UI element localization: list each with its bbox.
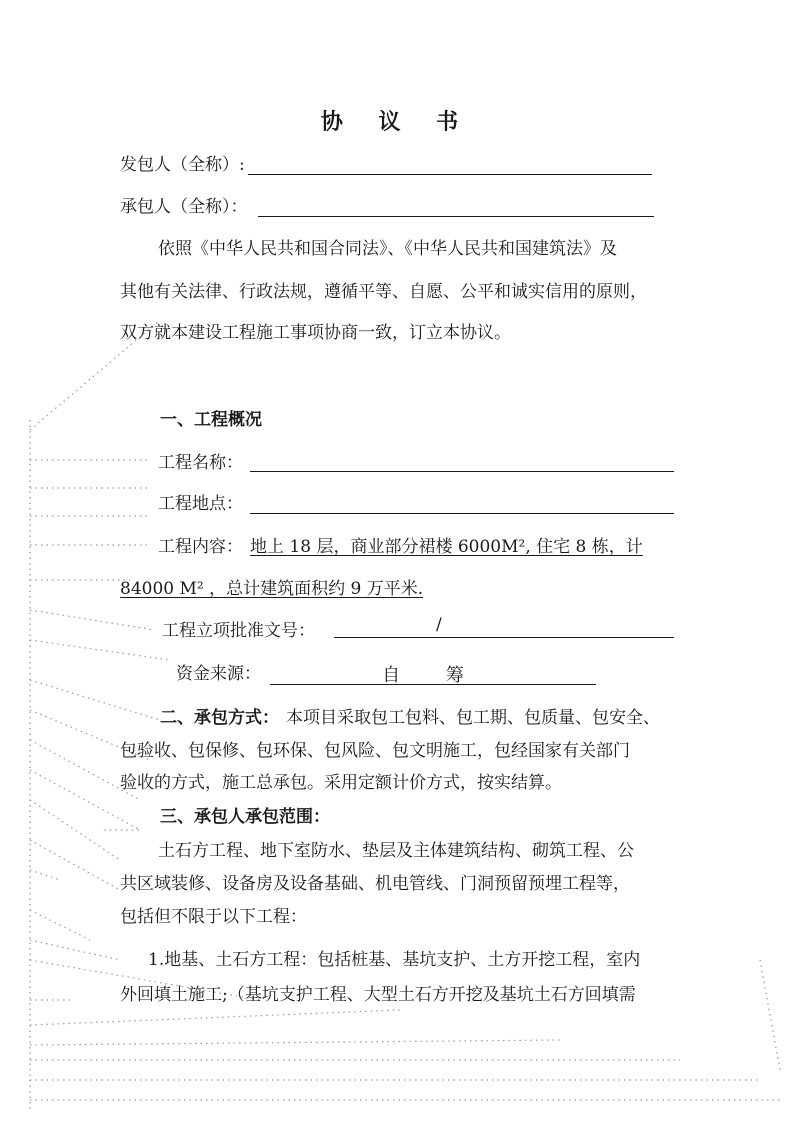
- approval-number-value: /: [436, 615, 442, 635]
- project-location-label: 工程地点：: [158, 494, 243, 514]
- approval-number-label: 工程立项批准文号：: [162, 621, 315, 641]
- employer-label: 发包人（全称）:: [120, 155, 245, 175]
- funding-source-label: 资金来源：: [176, 664, 261, 684]
- employer-blank: [248, 174, 652, 175]
- project-content-line-2: 84000 M² ，总计建筑面积约 9 万平米.: [120, 579, 424, 599]
- approval-number-blank: [334, 637, 674, 638]
- scope-item-1-line-2: 外回填土施工;（基坑支护工程、大型土石方开挖及基坑土石方回填需: [120, 985, 636, 1005]
- document-title: 协 议 书: [320, 109, 473, 135]
- project-name-label: 工程名称：: [158, 453, 243, 473]
- section-2-line-3: 验收的方式，施工总承包。采用定额计价方式，按实结算。: [120, 773, 562, 793]
- contractor-label: 承包人（全称）：: [120, 197, 248, 217]
- section-3-line-2: 共区域装修、设备房及设备基础、机电管线、门洞预留预埋工程等，: [120, 874, 630, 894]
- funding-source-value: 自 筹: [382, 665, 484, 686]
- section-3-line-1: 土石方工程、地下室防水、垫层及主体建筑结构、砌筑工程、公: [158, 841, 634, 861]
- section-2-heading: 二、承包方式：: [160, 708, 279, 728]
- project-name-blank: [250, 471, 674, 472]
- section-1-heading: 一、工程概况: [160, 410, 262, 430]
- preamble-line-3: 双方就本建设工程施工事项协商一致，订立本协议。: [120, 323, 511, 343]
- section-3-line-3: 包括但不限于以下工程：: [120, 907, 307, 927]
- contractor-blank: [258, 216, 654, 217]
- preamble-line-1: 依照《中华人民共和国合同法》、《中华人民共和国建筑法》及: [158, 239, 617, 259]
- section-2-line-2: 包验收、包保修、包环保、包风险、包文明施工，包经国家有关部门: [120, 741, 630, 761]
- section-2-line-1: 本项目采取包工包料、包工期、包质量、包安全、: [286, 708, 660, 728]
- preamble-line-2: 其他有关法律、行政法规，遵循平等、自愿、公平和诚实信用的原则，: [120, 282, 647, 302]
- section-3-heading: 三、承包人承包范围：: [160, 807, 330, 827]
- scope-item-1-line-1: 1.地基、土石方工程：包括桩基、基坑支护、土方开挖工程，室内: [148, 950, 641, 970]
- project-location-blank: [250, 513, 674, 514]
- project-content-label: 工程内容：: [158, 537, 243, 557]
- project-content-line-1: 地上 18 层，商业部分裙楼 6000M², 住宅 8 栋，计: [250, 537, 643, 557]
